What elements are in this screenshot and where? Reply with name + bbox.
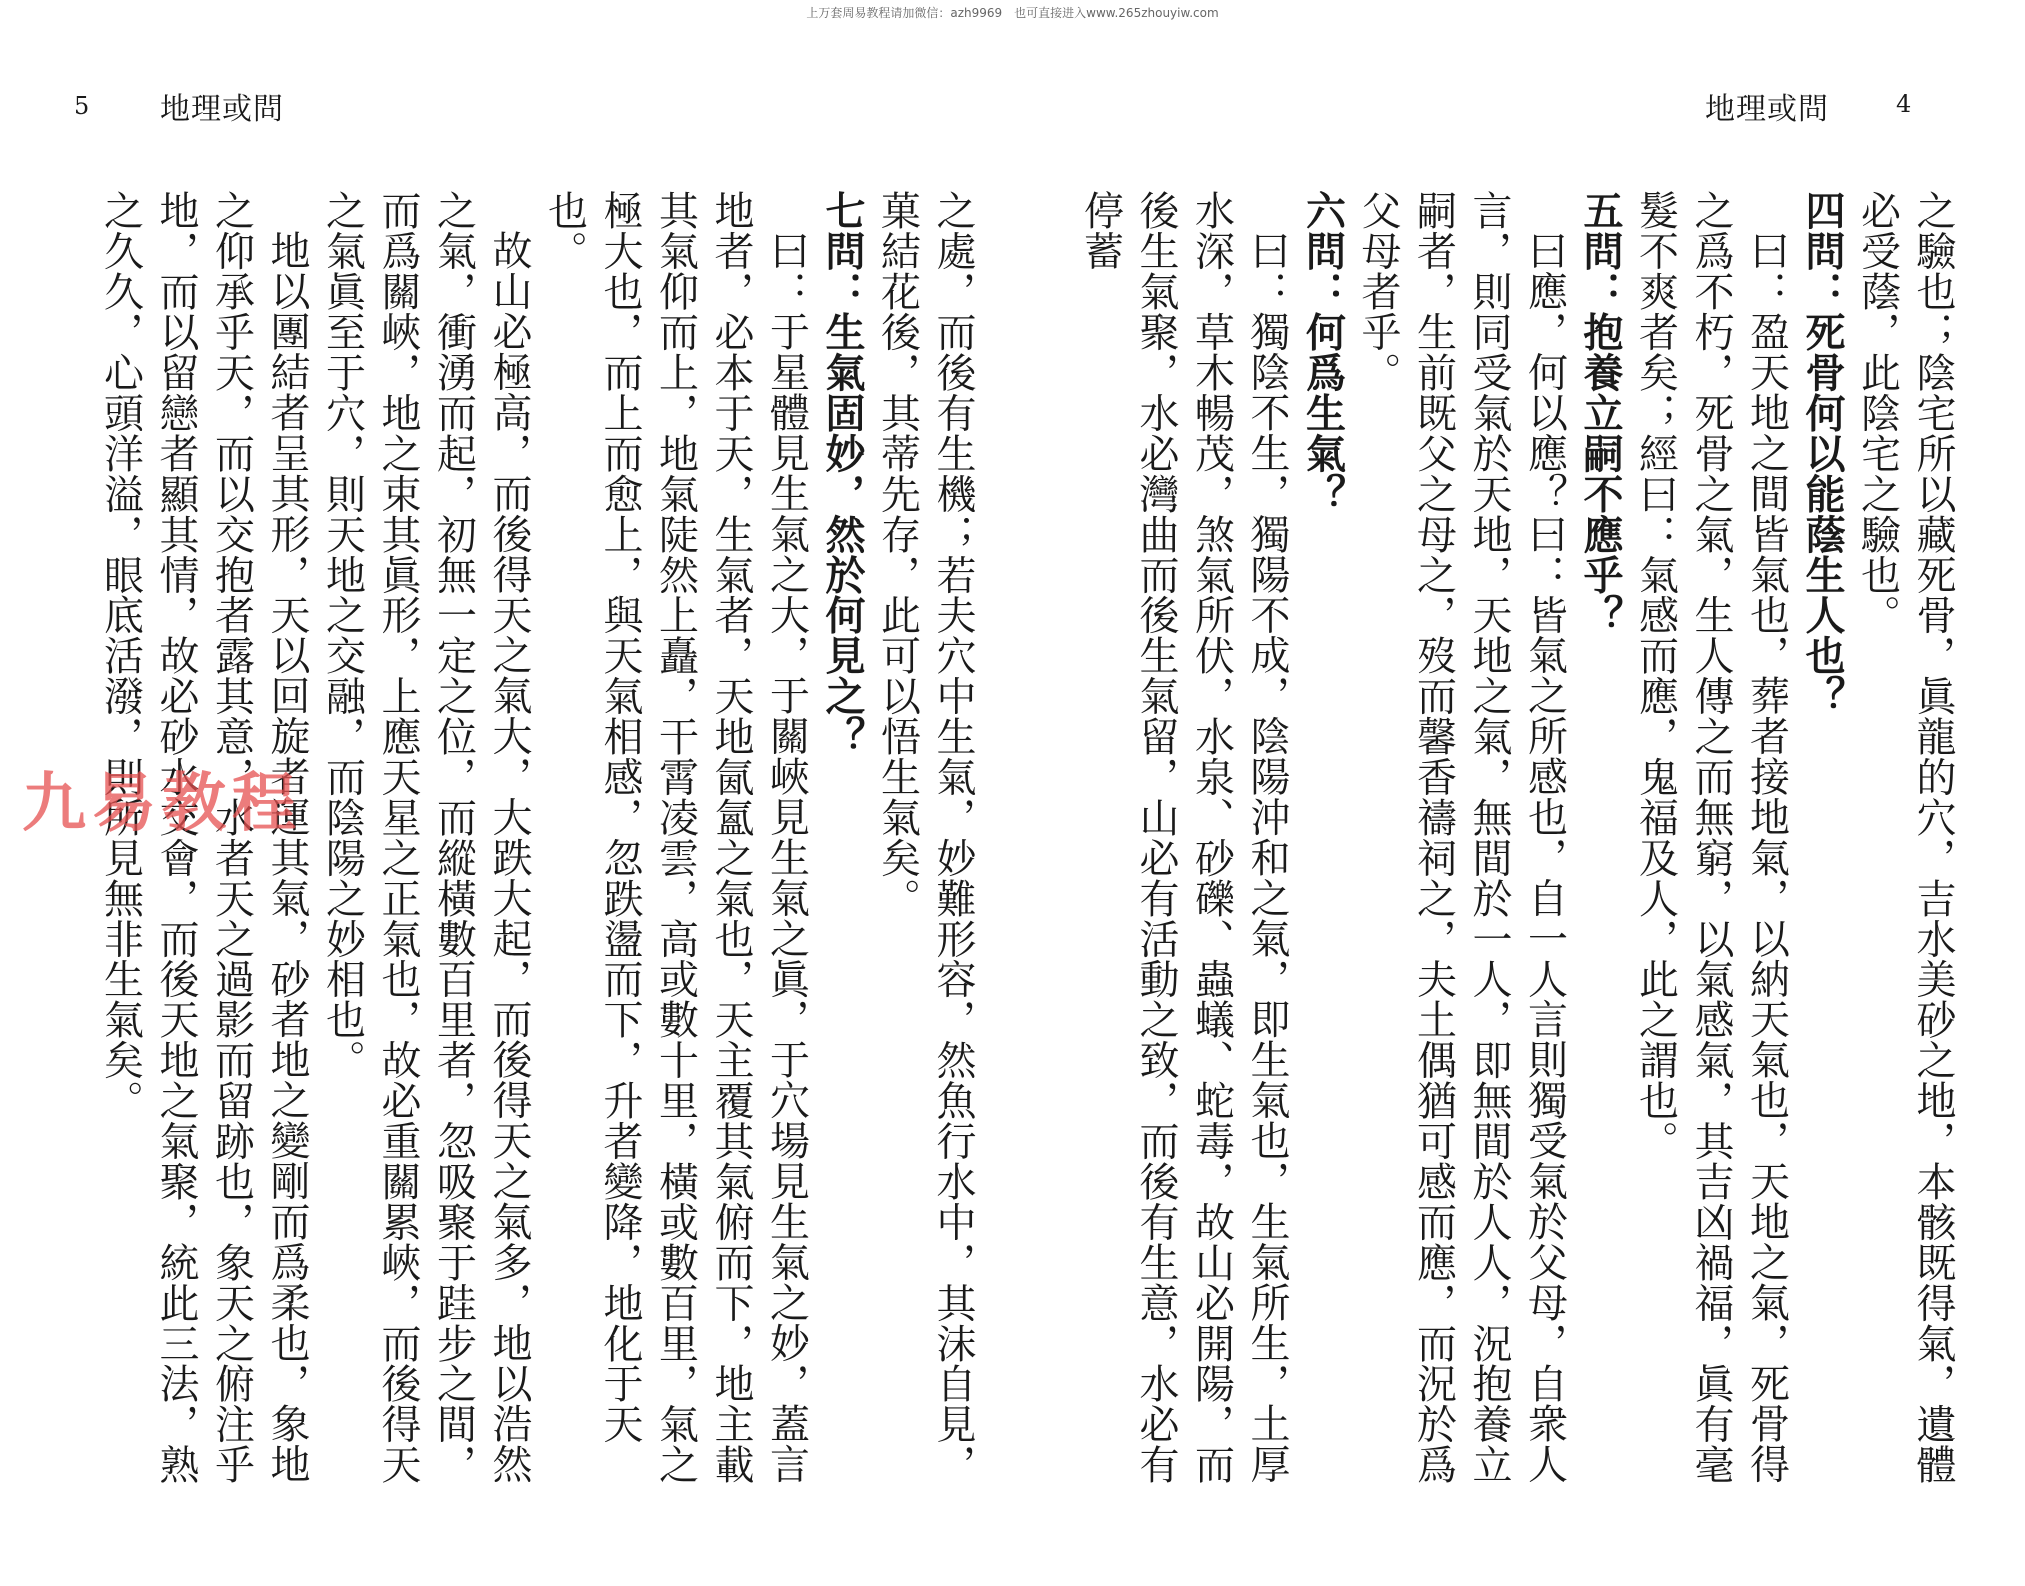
answer-paragraph: 曰：盈天地之間皆氣也，葬者接地氣，以納天氣也，天地之氣，死骨得之爲不朽，死骨之氣，生人傳之而無窮，以氣感氣，其吉凶禍福，眞有毫髮不爽者矣；經曰：氣感而應，鬼福及人，此之謂也。 — [1632, 190, 1790, 1485]
question-heading: 六問：何爲生氣？ — [1299, 190, 1346, 514]
question-heading: 四問：死骨何以能蔭生人也？ — [1799, 190, 1845, 716]
right-page-number: 4 — [1896, 90, 1913, 118]
left-page-title: 地理或問 — [160, 92, 284, 127]
paragraph: 之驗也；陰宅所以藏死骨，眞龍的穴，吉水美砂之地，本骸既得氣，遺體必受蔭，此陰宅之驗也。 — [1854, 190, 1956, 1485]
top-notice: 上万套周易教程请加微信：azh9969 也可直接进入www.265zhouyiw.com — [806, 6, 1219, 20]
left-page-body — [97, 190, 980, 1520]
watermark-logo: 九易教程 — [22, 767, 302, 841]
left-page-number: 5 — [74, 92, 91, 120]
answer-paragraph: 曰：于星體見生氣之大，于關峽見生氣之眞，于穴場見生氣之妙，蓋言地者，必本于天，生氣者，天地氤氳之氣也，天主覆其氣俯而下，地主載其氣仰而上，地氣陡然上矗，干霄凌雲，高或數十里，橫或數百里，氣之極大也，而上而愈上，與天氣相感，忽跌盪而下，升者變降，地化于天也。 — [541, 190, 810, 1485]
paragraph: 故山必極高，而後得天之氣大，大跌大起，而後得天之氣多，地以浩然之氣，衝湧而起，初無一定之位，而縱橫數百里者，忽吸聚于跬步之間，而爲關峽，地之束其眞形，上應天星之正氣也，故必重關累峽，而後得天之氣眞至于穴，則天地之交融，而陰陽之妙相也。 — [319, 190, 532, 1485]
answer-paragraph: 曰應，何以應？曰：皆氣之所感也，自一人言則獨受氣於父母，自衆人言，則同受氣於天地，天地之氣，無間於一人，即無間於人人，況抱養立嗣者，生前既父之母之，歿而馨香禱祠之，夫土偶猶可感而應，而況於爲父母者乎。 — [1355, 190, 1568, 1485]
answer-paragraph: 曰：獨陰不生，獨陽不成，陰陽沖和之氣，即生氣也，生氣所生，土厚水深，草木暢茂，煞氣所伏，水泉、砂礫、蟲蟻、蛇毒，故山必開陽，而後生氣聚，水必灣曲而後生氣留，山必有活動之致，而後有生意，水必有停蓄 — [1077, 190, 1290, 1485]
right-page-body — [1077, 190, 1960, 1520]
paragraph: 之處，而後有生機；若夫穴中生氣，妙難形容，然魚行水中，其沫自見，菓結花後，其蒂先存，此可以悟生氣矣。 — [874, 190, 976, 1485]
right-page-title: 地理或問 — [1705, 92, 1829, 127]
question-heading: 五問：抱養立嗣不應乎？ — [1577, 190, 1623, 635]
question-heading: 七問：生氣固妙，然於何見之？ — [819, 190, 865, 757]
paragraph: 地以團結者呈其形，天以回旋者運其氣，砂者地之變剛而爲柔也，象地之仰承乎天，而以交抱者露其意，水者天之過影而留跡也，象天之俯注乎地，而以留戀者顯其情，故必砂水交會，而後天地之氣聚，統此三法，熟之久久，心頭洋溢，眼底活潑，則所見無非生氣矣。 — [97, 190, 310, 1485]
